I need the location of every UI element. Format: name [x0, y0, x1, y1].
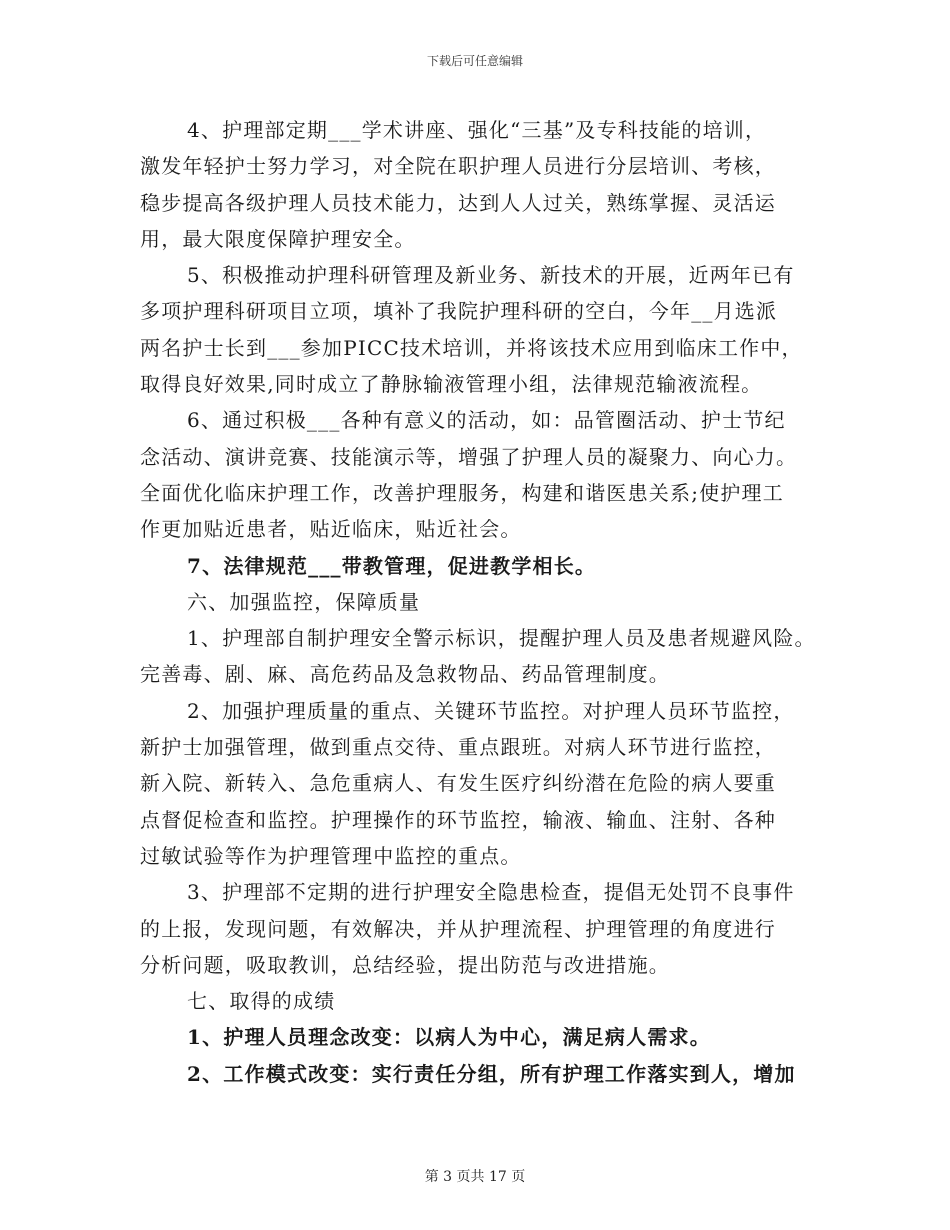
text-line: 稳步提高各级护理人员技术能力，达到人人过关，熟练掌握、灵活运	[140, 190, 776, 215]
text-line: 六、加强监控，保障质量	[187, 589, 421, 614]
text-line: 点督促检查和监控。护理操作的环节监控，输液、输血、注射、各种	[140, 807, 776, 832]
page-footer: 第 3 页共 17 页	[424, 1169, 526, 1185]
text-line: 2、加强护理质量的重点、关键环节监控。对护理人员环节监控，	[187, 698, 795, 723]
text-line: 1、护理人员理念改变：以病人为中心，满足病人需求。	[187, 1025, 711, 1050]
text-line: 6、通过积极___各种有意义的活动，如：品管圈活动、护士节纪	[187, 408, 786, 433]
text-line: 1、护理部自制护理安全警示标识，提醒护理人员及患者规避风险。	[187, 626, 816, 651]
text-line: 两名护士长到___参加PICC技术培训，并将该技术应用到临床工作中，	[140, 335, 803, 360]
text-line: 完善毒、剧、麻、高危药品及急救物品、药品管理制度。	[140, 662, 670, 687]
text-line: 念活动、演讲竞赛、技能演示等，增强了护理人员的凝聚力、向心力。	[140, 444, 798, 469]
document-body	[140, 112, 820, 1092]
text-line: 分析问题，吸取教训，总结经验，提出防范与改进措施。	[140, 952, 670, 977]
text-line: 新护士加强管理，做到重点交待、重点跟班。对病人环节进行监控，	[140, 735, 776, 760]
text-line: 过敏试验等作为护理管理中监控的重点。	[140, 843, 522, 868]
text-line: 7、法律规范___带教管理，促进教学相长。	[187, 553, 597, 578]
text-line: 3、护理部不定期的进行护理安全隐患检查，提倡无处罚不良事件	[187, 880, 795, 905]
text-line: 七、取得的成绩	[187, 989, 336, 1014]
text-line: 多项护理科研项目立项，填补了我院护理科研的空白，今年__月选派	[140, 299, 778, 324]
text-line: 4、护理部定期___学术讲座、强化“三基”及专科技能的培训，	[187, 118, 767, 142]
text-line: 激发年轻护士努力学习，对全院在职护理人员进行分层培训、考核，	[140, 154, 776, 179]
text-line: 全面优化临床护理工作，改善护理服务，构建和谐医患关系;使护理工	[140, 480, 784, 505]
text-line: 5、积极推动护理科研管理及新业务、新技术的开展，近两年已有	[187, 263, 795, 288]
text-line: 取得良好效果,同时成立了静脉输液管理小组，法律规范输液流程。	[140, 372, 763, 397]
text-line: 新入院、新转入、急危重病人、有发生医疗纠纷潜在危险的病人要重	[140, 771, 776, 796]
text-line: 用，最大限度保障护理安全。	[140, 226, 416, 251]
text-line: 2、工作模式改变：实行责任分组，所有护理工作落实到人，增加	[187, 1061, 796, 1086]
text-line: 的上报，发现问题，有效解决，并从护理流程、护理管理的角度进行	[140, 916, 776, 941]
text-line: 作更加贴近患者，贴近临床，贴近社会。	[140, 517, 522, 542]
page-header: 下载后可任意编辑	[426, 54, 523, 68]
